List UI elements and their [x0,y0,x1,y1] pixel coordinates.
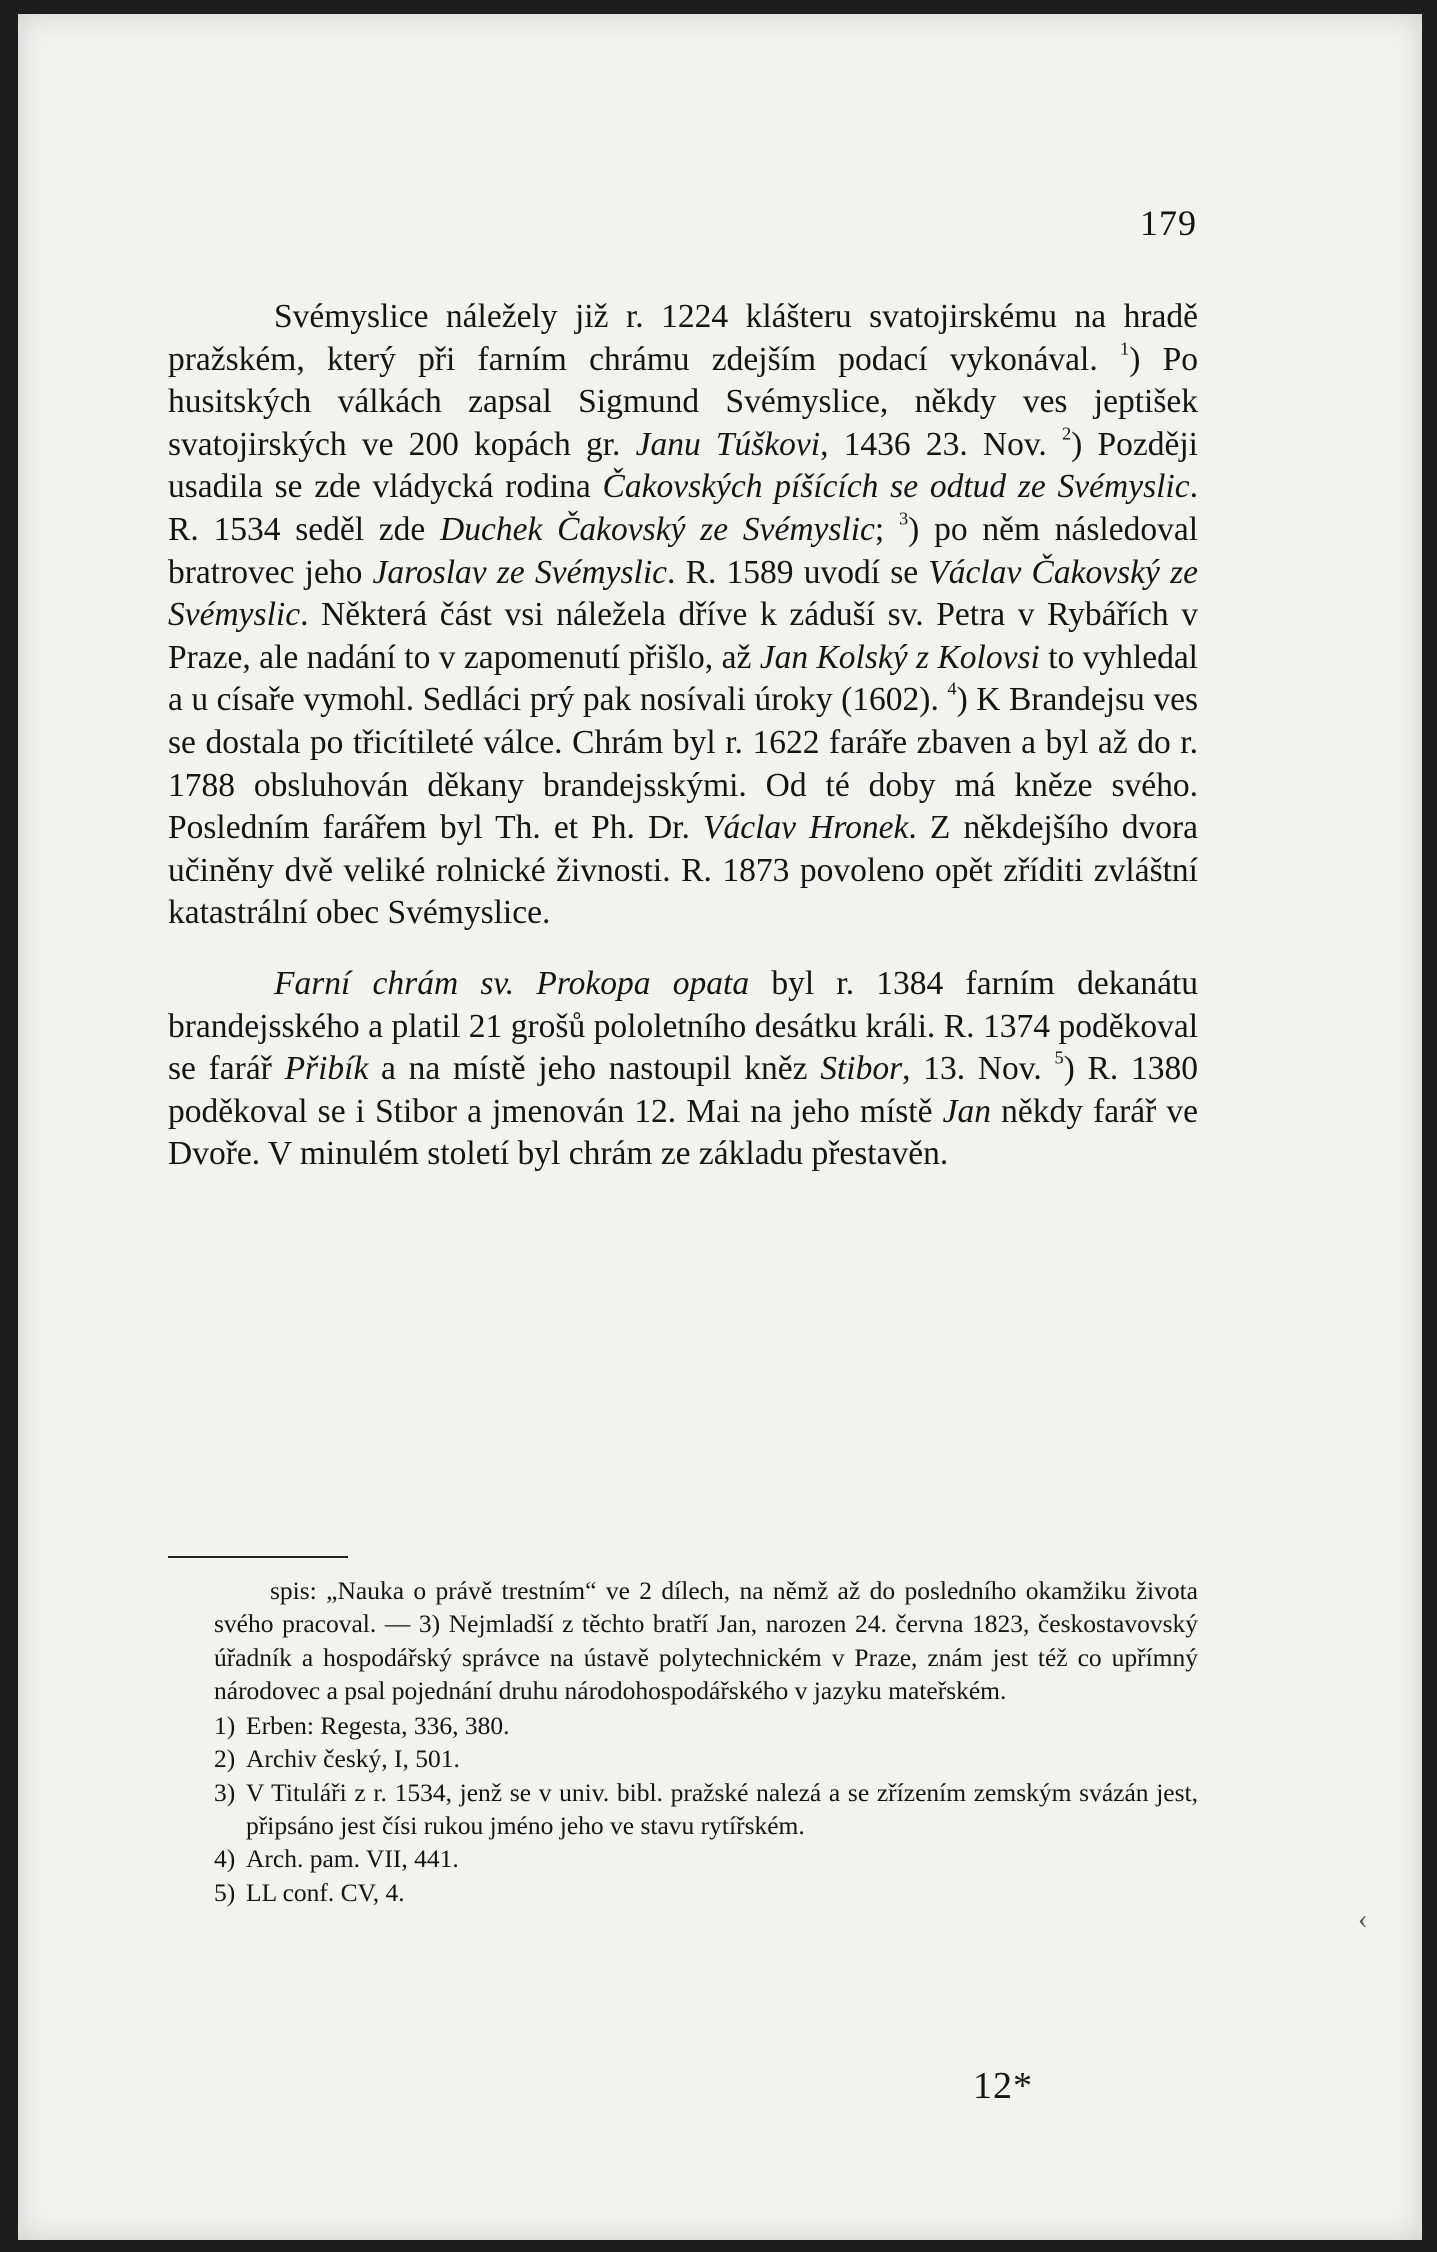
footnote-mark: 1) [214,1711,236,1741]
text-run: byl r. 1384 farním dekanátu brandejsského a platil 21 grošů pololetního desátku králi. R. 1374 poděkoval se farář [168,964,1198,1088]
footnote-text: Erben: Regesta, 336, 380. [246,1711,510,1741]
footnote-item [214,1742,1198,1775]
italic-name: Jan [942,1092,991,1130]
footnote-mark: 2) [214,1744,236,1774]
italic-name: Farní chrám sv. Prokopa opata [274,964,750,1002]
footnote-continuation: spis: „Nauka o právě trestním“ ve 2 dílech, na němž až do posledního okamžiku života svého pracoval. — 3) Nejmladší z těchto bratří Jan, narozen 24. června 1823, českostavovský úřadník a hospodářský správce na ústavě polytechnickém v Praze, znám jest též co upřímný národovec a psal pojednání druhu národohospodářského v jazyku mateřském. [214,1576,1198,1705]
footnote-ref: 5 [1054,1047,1064,1068]
footnote-ref: 3 [898,508,909,529]
italic-name: Václav Čakovský ze Svémyslic [168,553,1198,634]
text-run: Svémyslice náležely již r. 1224 klášteru svatojirskému na hradě pražském, který při farním chrámu zdejším podací vykonával. [168,298,1198,378]
paragraph [168,296,1198,935]
footnote-item [214,1842,1198,1875]
footnote-mark: 4) [214,1844,236,1874]
italic-name: Janu Túškovi [635,425,821,463]
italic-name: Duchek Čakovský ze Svémyslic [440,510,875,548]
footnote-mark: 5) [214,1877,236,1907]
italic-name: Jaroslav ze Svémyslic [372,553,668,591]
footnote-ref: 4 [947,678,957,699]
text-run: ) po něm následoval bratrovec jeho [168,510,1198,591]
italic-name: Václav Hronek [703,809,909,847]
footnote-ref: 2 [1061,423,1072,444]
footnote-text: V Tituláři z r. 1534, jenž se v univ. bibl. pražské nalezá a se zřízením zemským svázán jest, připsáno jest čísi rukou jméno jeho ve stavu rytířském. [246,1777,1198,1841]
text-run: někdy farář ve Dvoře. V minulém století byl chrám ze základu přestavěn. [168,1092,1198,1173]
text-run: ) Po husitských válkách zapsal Sigmund Svémyslice, někdy ves jeptišek svatojirských ve 200 kopách gr. [168,340,1198,463]
italic-name: Stibor [820,1050,903,1088]
footnote-text: Arch. pam. VII, 441. [246,1844,459,1874]
footnote-text: LL conf. CV, 4. [246,1877,405,1907]
text-run: a na místě jeho nastoupil kněz [368,1050,821,1088]
text-run: ) R. 1380 poděkoval se i Stibor a jmenován 12. Mai na jeho místě [168,1050,1198,1130]
footnote-text: Archiv český, I, 501. [246,1744,460,1774]
margin-mark: ‹ [1358,1904,1368,1935]
footnote-ref: 1 [1120,337,1130,358]
footnote-item [214,1709,1198,1742]
italic-name: Jan Kolský z Kolovsi [759,638,1040,676]
signature-mark: 12* [973,2065,1033,2107]
footnote-separator [168,1556,348,1558]
text-run: ) K Brandejsu ves se dostala po třicítileté válce. Chrám byl r. 1622 faráře zbaven a byl až do r. 1788 obsluhován děkany brandejsskými. Od té doby má kněze svého. Posledním farářem byl Th. et Ph. Dr. [168,681,1198,847]
page-number: 179 [1140,203,1197,243]
text-run: . Některá část vsi náležela dříve k záduší sv. Petra v Rybářích v Praze, ale nadání to v zapomenutí přišlo, až [168,596,1198,676]
footnote-item [214,1776,1198,1843]
text-run: . R. 1534 seděl zde [168,468,1198,548]
text-run: , 13. Nov. [902,1050,1055,1088]
footnotes [214,1574,1198,1909]
text-run: . R. 1589 uvodí se [667,553,929,591]
paragraph [168,963,1198,1176]
text-run: to vyhledal a u císaře vymohl. Sedláci prý pak nosívali úroky (1602). [168,638,1198,719]
italic-name: Přibík [284,1050,369,1088]
italic-name: Čakovských píšících se odtud ze Svémyslic [602,468,1190,506]
main-text [168,296,1198,1176]
footnote-mark: 3) [214,1777,236,1807]
text-run: ; [874,510,899,548]
text-run: ) Později usadila se zde vládycká rodina [168,425,1198,506]
footnote-list [214,1709,1198,1909]
text-run: , 1436 23. Nov. [820,425,1062,463]
book-page [18,14,1422,2240]
text-run: . Z někdejšího dvora učiněny dvě veliké rolnické živnosti. R. 1873 povoleno opět zříditi zvláštní katastrální obec Svémyslice. [168,809,1198,932]
footnote-item [214,1876,1198,1909]
